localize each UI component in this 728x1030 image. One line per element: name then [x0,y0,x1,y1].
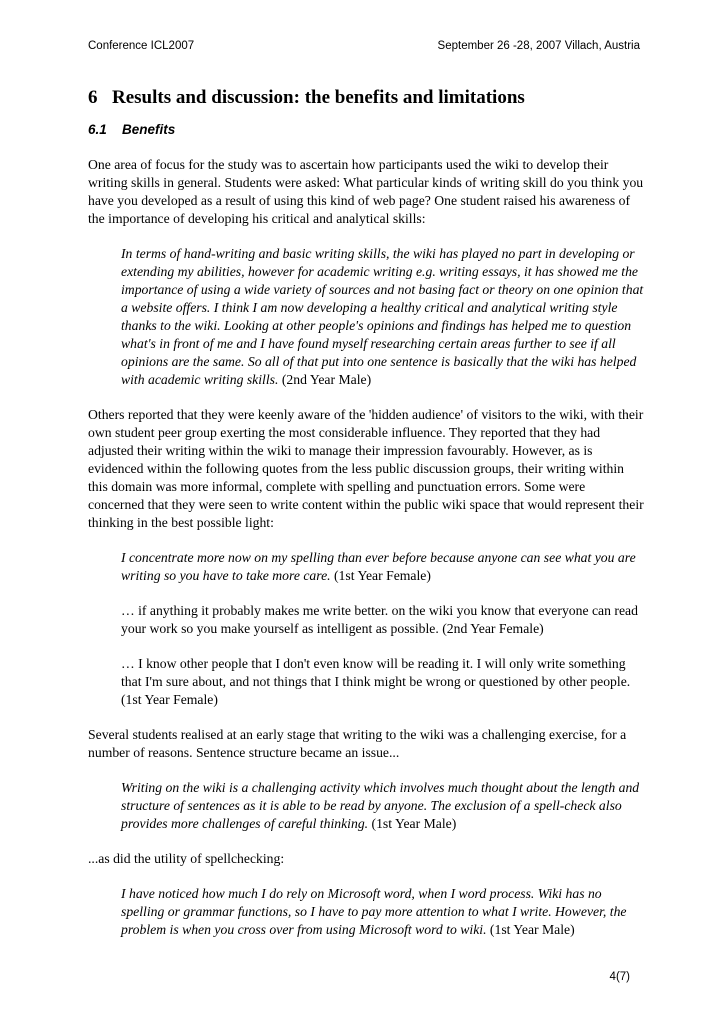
page-header [88,40,640,58]
body-paragraph: Several students realised at an early stage that writing to the wiki was a challenging exercise, for a number of reasons. Sentence structure became an issue... [88,727,627,760]
block-quote [121,655,644,709]
quote-attribution: (1st Year Male) [371,816,457,831]
conference-date-location: September 26 -28, 2007 Villach, Austria [437,40,640,52]
subsection-title: Benefits [122,122,176,137]
subsection-number: 6.1 [88,122,107,137]
block-quote [121,779,644,833]
quote-text: … I know other people that I don't even know will be reading it. I will only write something that I'm sure about, and not things that I think might be wrong or questioned by other people. (1st Year Female) [121,656,631,707]
block-quote [121,602,644,638]
block-quote [121,885,644,939]
quote-text: In terms of hand-writing and basic writing skills, the wiki has played no part in developing or extending my abilities, however for academic writing e.g. writing essays, it has showed me the importance of using a wide variety of sources and not basing fact or theory on one opinion that a website offers. I think I am now developing a healthy critical and analytical writing style thanks to the wiki. Looking at other people's opinions and findings has helped me to question what's in front of me and I have found myself researching certain areas further to see if all opinions are the same. So all of that put into one sentence is basically that the wiki has helped with academic writing skills. [121,246,644,387]
page-number: 4(7) [609,971,630,983]
block-quote [121,245,644,389]
page-content [88,86,644,956]
quote-attribution: (2nd Year Male) [281,372,372,387]
quote-text: I have noticed how much I do rely on Microsoft word, when I word process. Wiki has no spelling or grammar functions, so I have to pay more attention to what I write. However, the problem is when you cross over from using Microsoft word to wiki. [121,886,627,937]
quote-text: Writing on the wiki is a challenging activity which involves much thought about the length and structure of sentences as it is able to be read by anyone. The exclusion of a spell-check also provides more challenges of careful thinking. [121,780,640,831]
body-paragraph: Others reported that they were keenly aware of the 'hidden audience' of visitors to the wiki, with their own student peer group exerting the most considerable influence. They reported that they had adjusted their writing within the wiki to manage their impression favourably. However, as is evidenced within the following quotes from the less public discussion groups, their writing within this domain was more informal, complete with spelling and punctuation errors. Some were concerned that they were seen to write content within the public wiki space that would represent their thinking in the best possible light: [88,407,644,530]
section-heading [88,86,644,110]
body-paragraph: One area of focus for the study was to ascertain how participants used the wiki to develop their writing skills in general. Students were asked: What particular kinds of writing skill do you think you have you developed as a result of using this kind of web page? One student raised his awareness of the importance of developing his critical and analytical skills: [88,157,644,226]
conference-name: Conference ICL2007 [88,40,195,52]
body-paragraph: ...as did the utility of spellchecking: [88,851,285,866]
quote-attribution: (1st Year Male) [489,922,575,937]
section-number: 6 [88,87,98,108]
section-title: Results and discussion: the benefits and limitations [112,87,525,108]
quote-attribution: (1st Year Female) [334,568,431,583]
quote-text: I concentrate more now on my spelling than ever before because anyone can see what you are writing so you have to take more care. [121,550,636,583]
block-quote [121,549,644,585]
subsection-heading [88,121,644,139]
quote-text: … if anything it probably makes me write better. on the wiki you know that everyone can read your work so you make yourself as intelligent as possible. (2nd Year Female) [121,603,638,636]
